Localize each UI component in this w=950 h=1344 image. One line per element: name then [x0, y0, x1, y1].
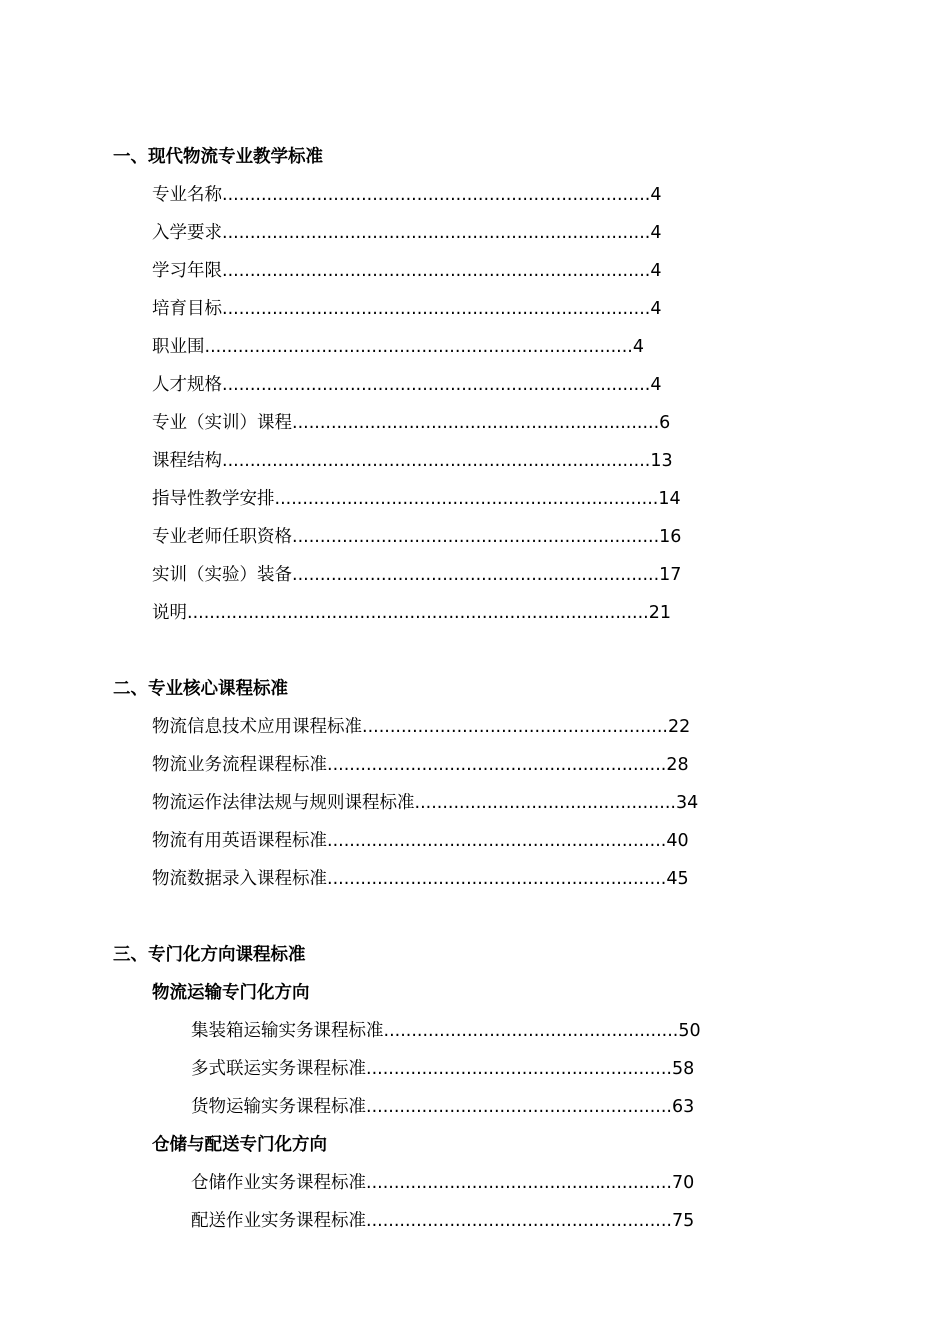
dot-leader: ............................................................................. [222, 451, 651, 471]
toc-entry-title: 集装箱运输实务课程标准 [191, 1021, 384, 1041]
toc-entry-page-number: 45 [666, 869, 689, 889]
toc-entry[interactable] [0, 1164, 950, 1202]
toc-entry[interactable] [0, 176, 950, 214]
toc-entry-title: 专业（实训）课程 [152, 413, 292, 433]
toc-entry-title: 人才规格 [152, 375, 222, 395]
toc-entry-page-number: 4 [632, 337, 644, 357]
toc-entry[interactable] [0, 1088, 950, 1126]
toc-entry-page-number: 6 [659, 413, 671, 433]
toc-entry[interactable] [0, 214, 950, 252]
toc-entry[interactable] [0, 746, 950, 784]
toc-entry-title: 物流运作法律法规与规则课程标准 [152, 793, 415, 813]
toc-entry-page-number: 28 [666, 755, 689, 775]
toc-entry-title: 货物运输实务课程标准 [191, 1097, 366, 1117]
toc-entry-title: 物流信息技术应用课程标准 [152, 717, 362, 737]
dot-leader: ............................................................. [327, 755, 667, 775]
toc-entry-title: 物流有用英语课程标准 [152, 831, 327, 851]
dot-leader: ....................................................... [366, 1173, 672, 1193]
dot-leader: ............................................................................. [222, 185, 651, 205]
toc-entry-page-number: 4 [650, 223, 662, 243]
toc-entry[interactable] [0, 784, 950, 822]
toc-entry[interactable] [0, 708, 950, 746]
dot-leader: ..................................................... [383, 1021, 679, 1041]
toc-entry-title: 学习年限 [152, 261, 222, 281]
dot-leader: ................................................................................... [187, 603, 649, 623]
toc-entry-page-number: 4 [650, 375, 662, 395]
dot-leader: ....................................................... [366, 1211, 672, 1231]
toc-entry[interactable] [0, 290, 950, 328]
toc-entry[interactable] [0, 1012, 950, 1050]
toc-entry-title: 物流业务流程课程标准 [152, 755, 327, 775]
dot-leader: ....................................................... [366, 1059, 672, 1079]
toc-entry[interactable] [0, 1202, 950, 1240]
group-subheading: 物流运输专门化方向 [152, 983, 310, 1003]
dot-leader: ............................................................................. [222, 375, 651, 395]
toc-entry-title: 指导性教学安排 [152, 489, 275, 509]
toc-entry[interactable] [0, 822, 950, 860]
toc-entry[interactable] [0, 518, 950, 556]
toc-entry[interactable] [0, 480, 950, 518]
dot-leader: ............................................................................. [222, 223, 651, 243]
toc-entry-page-number: 50 [678, 1021, 701, 1041]
dot-leader: .................................................................. [292, 527, 660, 547]
toc-entry[interactable] [0, 1050, 950, 1088]
toc-entry-title: 职业围 [152, 337, 205, 357]
toc-section [0, 138, 950, 632]
dot-leader: ............................................................................. [204, 337, 633, 357]
toc-entry-title: 培育目标 [152, 299, 222, 319]
toc-entry-page-number: 14 [658, 489, 681, 509]
toc-entry-page-number: 40 [666, 831, 689, 851]
section-heading: 二、专业核心课程标准 [113, 679, 288, 699]
toc-entry[interactable] [0, 328, 950, 366]
table-of-contents [0, 138, 950, 1240]
dot-leader: ....................................................... [362, 717, 668, 737]
toc-entry[interactable] [0, 366, 950, 404]
toc-entry[interactable] [0, 556, 950, 594]
toc-section [0, 670, 950, 898]
toc-entry-title: 仓储作业实务课程标准 [191, 1173, 366, 1193]
toc-entry-title: 入学要求 [152, 223, 222, 243]
toc-entry-title: 专业老师任职资格 [152, 527, 292, 547]
toc-entry-title: 实训（实验）装备 [152, 565, 292, 585]
toc-entry-page-number: 75 [671, 1211, 695, 1231]
toc-entry-title: 物流数据录入课程标准 [152, 869, 327, 889]
dot-leader: ..................................................................... [274, 489, 659, 509]
dot-leader: .................................................................. [292, 565, 660, 585]
dot-leader: ....................................................... [366, 1097, 672, 1117]
dot-leader: ............................................................................. [222, 299, 651, 319]
dot-leader: .................................................................. [292, 413, 660, 433]
toc-entry-page-number: 4 [650, 261, 662, 281]
toc-entry-page-number: 16 [659, 527, 682, 547]
section-heading: 三、专门化方向课程标准 [113, 945, 306, 965]
toc-entry-title: 配送作业实务课程标准 [191, 1211, 366, 1231]
toc-entry-page-number: 4 [650, 185, 662, 205]
toc-entry-title: 专业名称 [152, 185, 222, 205]
toc-entry-page-number: 34 [675, 793, 699, 813]
toc-entry[interactable] [0, 404, 950, 442]
toc-entry-page-number: 58 [671, 1059, 695, 1079]
dot-leader: ............................................................. [327, 869, 667, 889]
toc-entry-page-number: 4 [650, 299, 662, 319]
section-heading: 一、现代物流专业教学标准 [113, 147, 323, 167]
dot-leader: ............................................................................. [222, 261, 651, 281]
toc-entry-title: 说明 [152, 603, 187, 623]
toc-entry-title: 课程结构 [152, 451, 222, 471]
toc-entry-page-number: 21 [648, 603, 671, 623]
dot-leader: ............................................................. [327, 831, 667, 851]
toc-entry[interactable] [0, 594, 950, 632]
toc-entry[interactable] [0, 252, 950, 290]
toc-entry-page-number: 70 [671, 1173, 695, 1193]
dot-leader: ............................................... [414, 793, 676, 813]
toc-section [0, 936, 950, 1240]
toc-entry[interactable] [0, 860, 950, 898]
toc-entry-page-number: 22 [667, 717, 691, 737]
group-subheading: 仓储与配送专门化方向 [152, 1135, 327, 1155]
toc-entry-page-number: 17 [659, 565, 682, 585]
toc-entry[interactable] [0, 442, 950, 480]
toc-entry-page-number: 63 [671, 1097, 695, 1117]
toc-entry-title: 多式联运实务课程标准 [191, 1059, 366, 1079]
toc-entry-page-number: 13 [650, 451, 673, 471]
